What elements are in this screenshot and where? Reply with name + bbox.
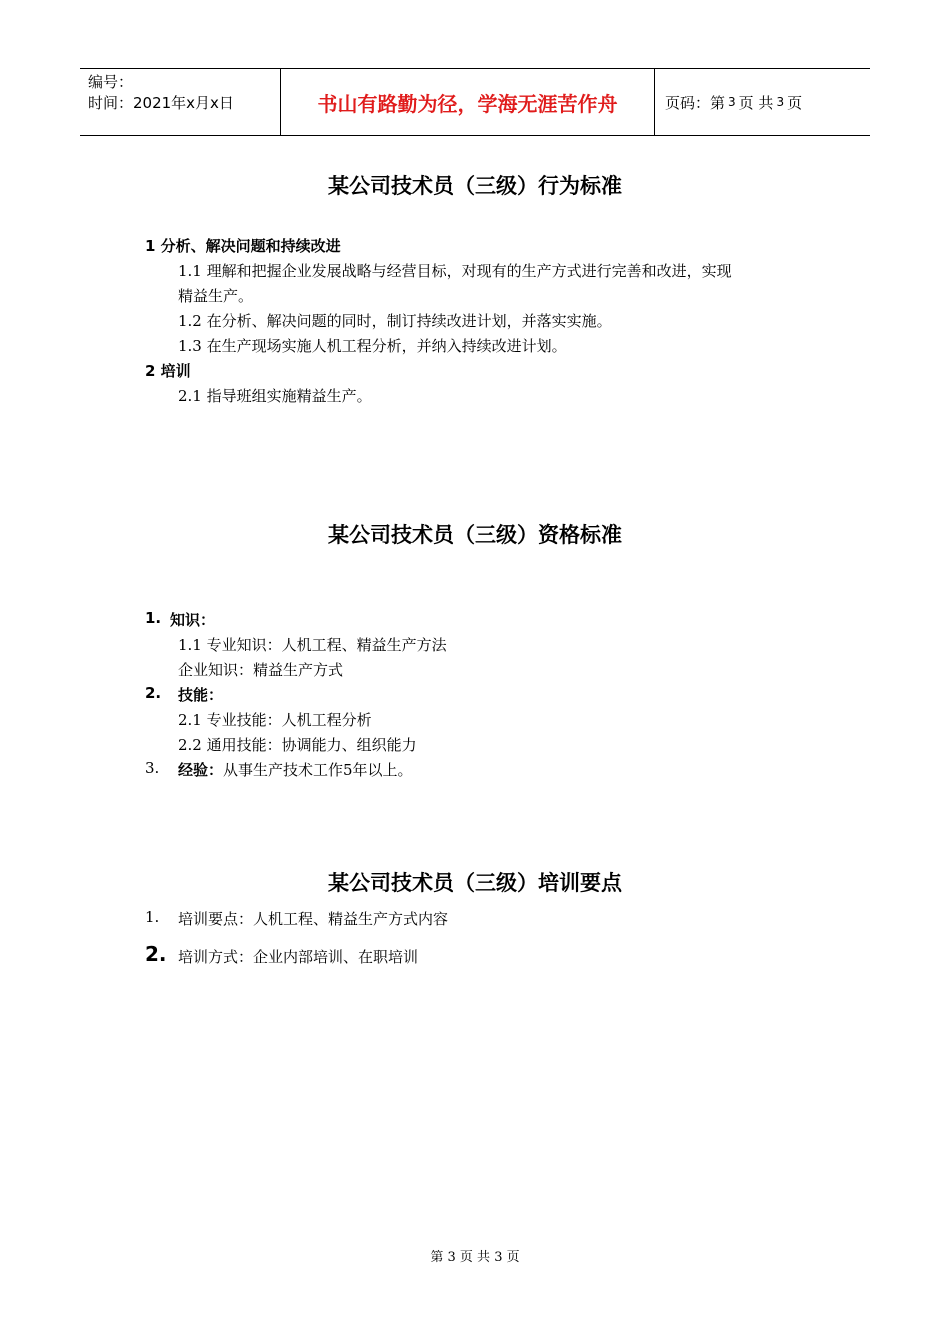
section3-num-2: 2. [145,942,167,966]
header-meta [80,69,281,135]
section2-item-1-2: 企业知识：精益生产方式 [178,661,344,679]
page-label: 页码：第 [665,93,726,112]
doc-time-label: 时间：2021年x月x日 [88,94,234,112]
section3-item-2: 培训方式：企业内部培训、在职培训 [178,948,419,966]
section3-item-1: 培训要点：人机工程、精益生产方式内容 [178,910,449,928]
page-label-mid: 页 共 [738,93,774,112]
section3-num-1: 1. [145,908,160,926]
section1-item-1-1: 1.1 理解和把握企业发展战略与经营目标，对现有的生产方式进行完善和改进，实现 [178,262,732,280]
section-title-behavior: 某公司技术员（三级）行为标准 [328,174,622,198]
doc-number-label: 编号： [88,73,134,91]
section2-item-2-1: 2.1 专业技能：人机工程分析 [178,711,372,729]
section2-item-2-2: 2.2 通用技能：协调能力、组织能力 [178,736,417,754]
section1-item-1-1-cont: 精益生产。 [178,287,254,305]
section1-item-2-1: 2.1 指导班组实施精益生产。 [178,387,372,405]
page-current: 3 [728,95,736,109]
page-footer: 第 3 页 共 3 页 [430,1250,520,1265]
page-header [80,68,870,136]
section1-item-1-2: 1.2 在分析、解决问题的同时，制订持续改进计划，并落实实施。 [178,312,612,330]
section-title-training: 某公司技术员（三级）培训要点 [328,871,622,895]
page-total: 3 [776,95,785,109]
section2-num-3: 3. [145,759,160,777]
page-label-end: 页 [787,93,803,112]
section2-heading-3: 经验： [178,761,224,779]
section2-item-1-1: 1.1 专业知识：人机工程、精益生产方法 [178,636,447,654]
section1-item-1-3: 1.3 在生产现场实施人机工程分析，并纳入持续改进计划。 [178,337,567,355]
section2-item-3 [178,759,413,780]
section1-heading-2: 2 培训 [145,362,191,380]
section2-experience-text: 从事生产技术工作5年以上。 [223,761,413,779]
header-motto: 书山有路勤为径，学海无涯苦作舟 [281,69,655,135]
section2-heading-2: 技能： [178,686,224,704]
header-page-info [655,69,870,135]
section-title-qualification: 某公司技术员（三级）资格标准 [328,523,622,547]
section2-num-2: 2. [145,684,162,702]
section2-heading-1: 知识： [170,611,216,629]
section1-heading-1: 1 分析、解决问题和持续改进 [145,237,341,255]
section2-num-1: 1. [145,609,162,627]
